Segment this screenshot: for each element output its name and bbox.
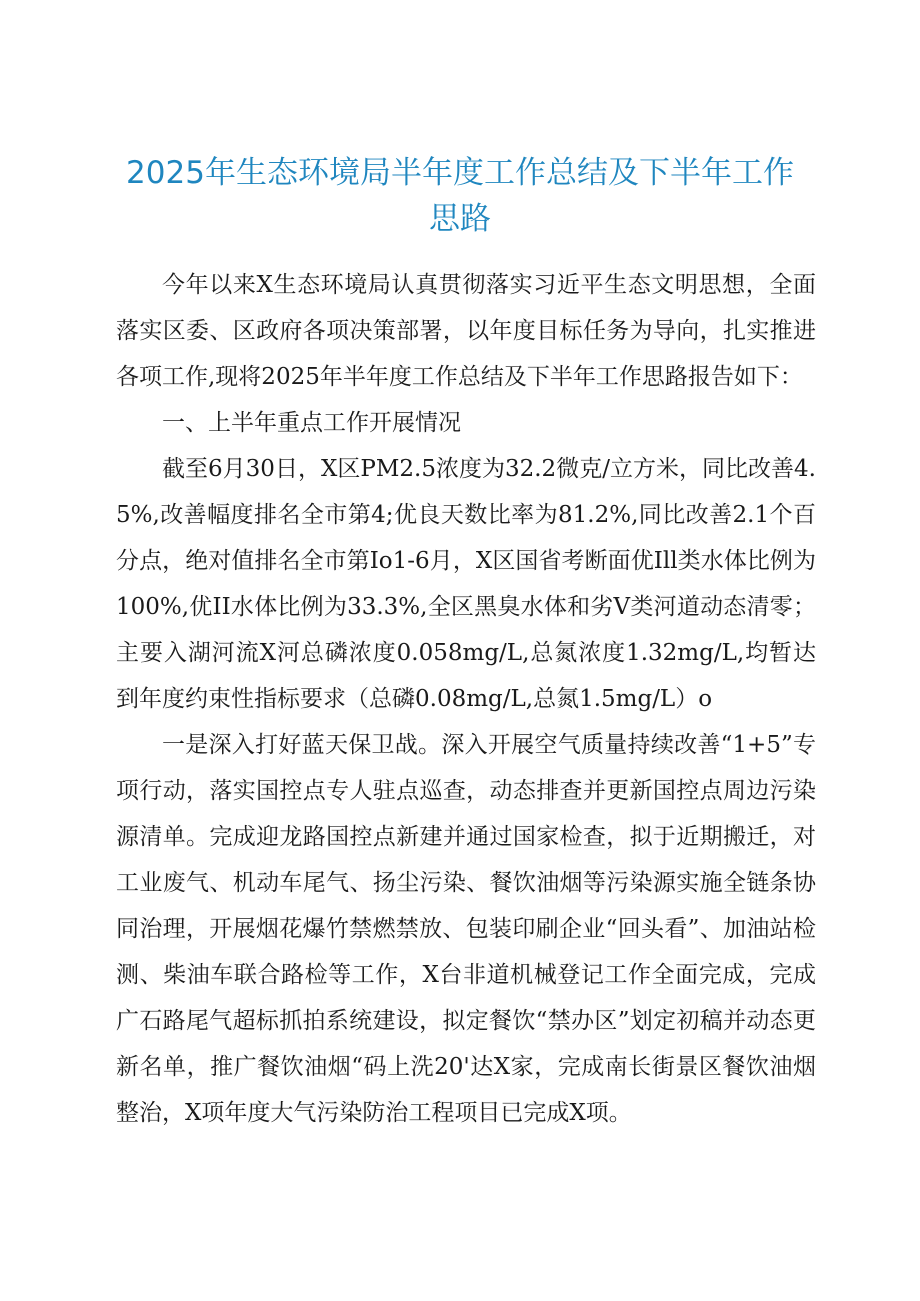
document-title: 2025年生态环境局半年度工作总结及下半年工作思路 xyxy=(126,155,794,237)
indicators-paragraph: 截至6月30日，X区PM2.5浓度为32.2微克/立方米，同比改善4.5%,改善幅度排名全市第4;优良天数比率为81.2%,同比改善2.1个百分点，绝对值排名全市第Io1-6月，X区国省考断面优Ill类水体比例为100%,优II水体比例为33.3%,全区黑臭水体和劣V类河道动态清零；主要入湖河流X河总磷浓度0.058mg/L,总氮浓度1.32mg/L,均暂达到年度约束性指标要求（总磷0.08mg/L,总氮1.5mg/L）o xyxy=(116,456,816,712)
section-heading: 一、上半年重点工作开展情况 xyxy=(162,410,461,436)
blue-sky-paragraph: 一是深入打好蓝天保卫战。深入开展空气质量持续改善“1+5”专项行动，落实国控点专人驻点巡查，动态排查并更新国控点周边污染源清单。完成迎龙路国控点新建并通过国家检查，拟于近期搬迁，对工业废气、机动车尾气、扬尘污染、餐饮油烟等污染源实施全链条协同治理，开展烟花爆竹禁燃禁放、包装印刷企业“回头看”、加油站检测、柴油车联合路检等工作，X台非道机械登记工作全面完成，完成广石路尾气超标抓拍系统建设，拟定餐饮“禁办区”划定初稿并动态更新名单，推广餐饮油烟“码上洗20'达X家，完成南长街景区餐饮油烟整治，X项年度大气污染防治工程项目已完成X项。 xyxy=(116,732,816,1126)
document-body xyxy=(116,262,816,1136)
intro-paragraph: 今年以来X生态环境局认真贯彻落实习近平生态文明思想，全面落实区委、区政府各项决策部署，以年度目标任务为导向，扎实推进各项工作,现将2025年半年度工作总结及下半年工作思路报告如下： xyxy=(116,272,816,390)
